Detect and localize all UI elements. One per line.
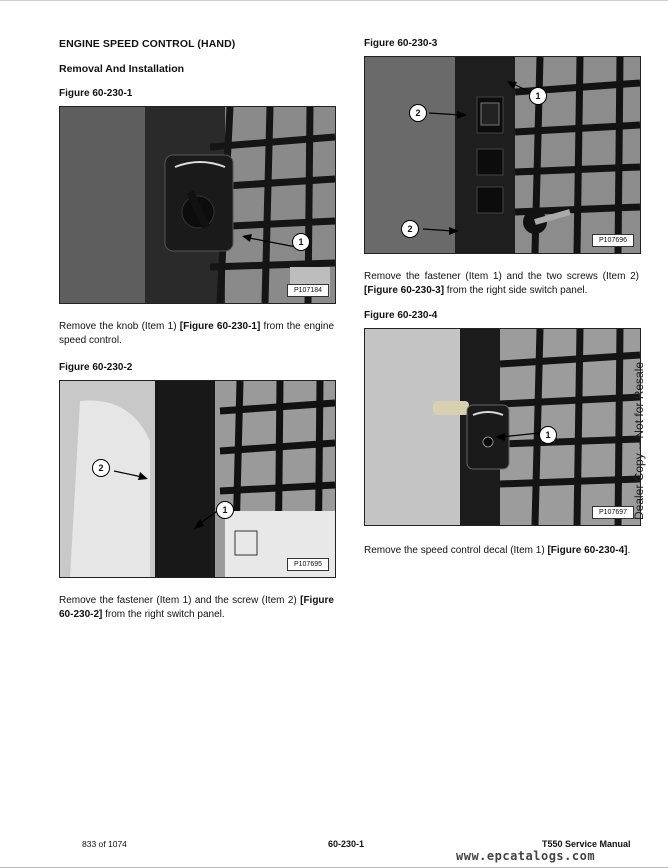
- figure-2-callout-1: 1: [216, 501, 234, 519]
- step-2-figure-ref: [Figure 60-230-2]: [59, 595, 334, 620]
- step-4-figure-ref: [Figure 60-230-4]: [547, 545, 628, 556]
- page-number: 60-230-1: [328, 839, 365, 849]
- figure-4-label: Figure 60-230-4: [364, 310, 438, 321]
- page-count: 833 of 1074: [82, 839, 127, 849]
- step-1-figure-ref: [Figure 60-230-1]: [179, 321, 261, 332]
- figure-1-label: Figure 60-230-1: [59, 88, 133, 99]
- figure-3-photo-code: P107696: [592, 234, 634, 247]
- figure-2-label: Figure 60-230-2: [59, 362, 133, 373]
- step-1-text-before: Remove the knob (Item 1): [59, 321, 180, 332]
- figure-3-callout-2a: 2: [409, 104, 427, 122]
- step-1-text: [59, 320, 334, 347]
- figure-1-photo: [59, 106, 336, 304]
- top-rule: [0, 0, 668, 1]
- figure-4-callout-1: 1: [539, 426, 557, 444]
- figure-3-callout-arrow-2a: [427, 107, 477, 127]
- step-2-text-before: Remove the fastener (Item 1) and the screw (Item 2): [59, 595, 301, 606]
- dealer-copy-note: Dealer Copy -- Not for Resale: [632, 361, 646, 520]
- watermark-link[interactable]: www.epcatalogs.com: [456, 849, 596, 863]
- figure-2-photo-code: P107695: [287, 558, 329, 571]
- figure-4-callout-arrow: [493, 425, 545, 445]
- step-4-text-before: Remove the speed control decal (Item 1): [364, 545, 548, 556]
- step-4-text: [364, 544, 639, 558]
- subsection-title: Removal And Installation: [59, 63, 185, 75]
- figure-3-photo: [364, 56, 641, 254]
- figure-3-label: Figure 60-230-3: [364, 38, 438, 49]
- figure-1-callout-1: 1: [292, 233, 310, 251]
- figure-2-callout-arrow-2: [112, 467, 162, 487]
- section-title: ENGINE SPEED CONTROL (HAND): [59, 38, 236, 50]
- figure-3-callout-arrow-2b: [421, 221, 471, 241]
- figure-3-callout-2b: 2: [401, 220, 419, 238]
- step-3-text: [364, 270, 639, 297]
- step-2-text-after: from the right switch panel.: [102, 608, 225, 620]
- manual-title: T550 Service Manual: [542, 839, 631, 849]
- figure-4-photo: [364, 328, 641, 526]
- figure-1-photo-code: P107184: [287, 284, 329, 297]
- step-3-figure-ref: [Figure 60-230-3]: [364, 284, 445, 296]
- figure-3-callout-1: 1: [529, 87, 547, 105]
- step-3-text-after: from the right side switch panel.: [444, 284, 588, 296]
- figure-4-photo-code: P107697: [592, 506, 634, 519]
- step-2-text: [59, 594, 334, 621]
- step-1-text-after: from the engine speed control.: [59, 321, 335, 346]
- figure-2-photo: [59, 380, 336, 578]
- figure-2-callout-2: 2: [92, 459, 110, 477]
- step-4-text-after: .: [627, 545, 631, 556]
- step-3-text-before: Remove the fastener (Item 1) and the two screws (Item 2): [364, 271, 639, 282]
